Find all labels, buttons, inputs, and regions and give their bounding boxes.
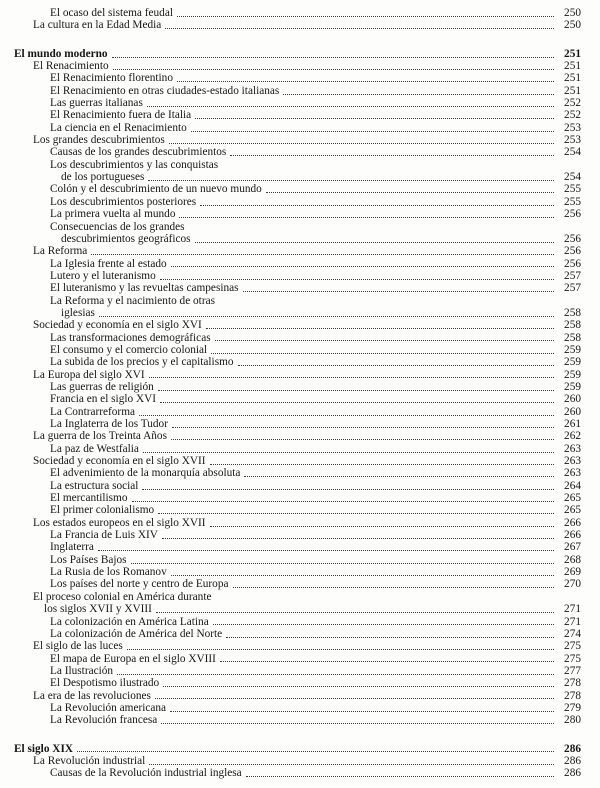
toc-entry	[0, 196, 581, 208]
toc-page-number: 259	[564, 343, 581, 356]
toc-entry	[0, 258, 581, 270]
section-gap	[0, 727, 581, 743]
dot-leader	[149, 377, 554, 378]
toc-entry	[0, 591, 581, 603]
dot-leader	[238, 365, 554, 366]
toc-entry-title: Las guerras italianas	[50, 97, 143, 110]
toc-page-number: 250	[564, 19, 581, 32]
dot-leader	[127, 649, 554, 650]
toc-entry	[0, 455, 581, 467]
toc-entry-title: La Europa del siglo XVI	[33, 368, 145, 381]
toc-page-number: 255	[564, 183, 581, 196]
dot-leader	[171, 266, 554, 267]
toc-entry-title: El primer colonialismo	[50, 504, 155, 517]
dot-leader	[243, 291, 554, 292]
toc-entry	[0, 295, 581, 307]
toc-entry	[0, 406, 581, 418]
toc-entry	[0, 97, 581, 109]
toc-entry	[0, 529, 581, 541]
dot-leader	[211, 353, 554, 354]
dot-leader	[142, 489, 554, 490]
toc-page-number: 275	[564, 652, 581, 665]
toc-entry-title: Sociedad y economía en el siglo XVI	[33, 319, 202, 332]
toc-entry-title: El Renacimiento florentino	[50, 72, 173, 85]
toc-page-number: 286	[564, 754, 581, 767]
toc-entry-title: Inglaterra	[50, 541, 94, 554]
dot-leader	[177, 16, 554, 17]
dot-leader	[171, 575, 554, 576]
dot-leader	[179, 217, 554, 218]
dot-leader	[213, 624, 554, 625]
toc-entry	[0, 616, 581, 628]
dot-leader	[117, 674, 554, 675]
toc-page-number: 250	[564, 7, 581, 19]
toc-page-number: 255	[564, 195, 581, 208]
dot-leader	[98, 550, 554, 551]
toc-entry-title: Sociedad y economía en el siglo XVII	[33, 455, 206, 468]
toc-entry-title: El Renacimiento fuera de Italia	[50, 109, 192, 122]
toc-entry	[0, 653, 581, 665]
dot-leader	[131, 563, 554, 564]
toc-entry-title: La Reforma y el nacimiento de otras	[50, 294, 215, 307]
toc-entry-title: El mercantilismo	[50, 492, 128, 505]
toc-entry-title: Colón y el descubrimiento de un nuevo mundo	[50, 183, 262, 196]
dot-leader	[266, 192, 554, 193]
dot-leader	[91, 254, 554, 255]
toc-entry	[0, 690, 581, 702]
toc-page-number: 256	[564, 232, 581, 245]
toc-entry	[0, 677, 581, 689]
dot-leader	[171, 439, 554, 440]
toc-entry	[0, 517, 581, 529]
dot-leader	[147, 106, 554, 107]
toc-entry-title: Los países del norte y centro de Europa	[50, 578, 229, 591]
toc-page-number: 251	[564, 72, 581, 85]
section-gap	[0, 32, 581, 48]
dot-leader	[158, 513, 554, 514]
toc-entry	[0, 60, 581, 72]
toc-entry	[0, 443, 581, 455]
toc-page-number: 277	[564, 664, 581, 677]
toc-page-number: 270	[564, 578, 581, 591]
toc-entry-title: La paz de Westfalia	[50, 442, 139, 455]
toc-entry	[0, 743, 581, 755]
toc-entry	[0, 418, 581, 430]
toc-page-number: 266	[564, 516, 581, 529]
toc-page-number: 275	[564, 640, 581, 653]
toc-page-number: 253	[564, 121, 581, 134]
toc-entry	[0, 554, 581, 566]
toc-entry	[0, 134, 581, 146]
toc-entry	[0, 332, 581, 344]
toc-entry-title: Los estados europeos en el siglo XVII	[33, 516, 206, 529]
toc-page-number: 267	[564, 541, 581, 554]
dot-leader	[233, 587, 555, 588]
toc-entry-title: El ocaso del sistema feudal	[50, 7, 173, 19]
toc-page-number: 260	[564, 405, 581, 418]
toc-entry-title: El siglo de las luces	[33, 640, 123, 653]
toc-page-number: 263	[564, 467, 581, 480]
toc-entry-title: La colonización en América Latina	[50, 615, 209, 628]
toc-entry	[0, 270, 581, 282]
toc-entry-title: los siglos XVII y XVIII	[44, 603, 152, 616]
toc-entry	[0, 159, 581, 171]
toc-entry-title: iglesias	[61, 306, 95, 319]
toc-entry	[0, 702, 581, 714]
toc-entry	[0, 430, 581, 442]
toc-entry	[0, 665, 581, 677]
toc-entry	[0, 146, 581, 158]
toc-page-number: 252	[564, 97, 581, 110]
toc-entry-title: La estructura social	[50, 479, 139, 492]
dot-leader	[143, 452, 554, 453]
dot-leader	[148, 180, 554, 181]
toc-page-number: 265	[564, 492, 581, 505]
toc-entry	[0, 603, 581, 615]
dot-leader	[215, 340, 554, 341]
toc-entry-title: Las guerras de religión	[50, 380, 154, 393]
toc-page-number: 261	[564, 418, 581, 430]
toc-entry-title: descubrimientos geográficos	[61, 232, 191, 245]
toc-entry-title: La Inglaterra de los Tudor	[50, 418, 168, 430]
toc-page-number: 259	[564, 356, 581, 369]
toc-entry	[0, 208, 581, 220]
toc-entry-title: La subida de los precios y el capitalismo	[50, 356, 234, 369]
dot-leader	[210, 464, 554, 465]
toc-entry	[0, 381, 581, 393]
dot-leader	[220, 661, 554, 662]
toc-entry-title: El advenimiento de la monarquía absoluta	[50, 467, 241, 480]
dot-leader	[230, 155, 554, 156]
dot-leader	[161, 723, 554, 724]
toc-entry	[0, 504, 581, 516]
toc-entry-title: Las transformaciones demográficas	[50, 331, 211, 344]
dot-leader	[226, 637, 554, 638]
toc-entry	[0, 7, 581, 19]
dot-leader	[149, 764, 554, 765]
toc-page-number: 274	[564, 627, 581, 640]
toc-page-number: 266	[564, 529, 581, 542]
toc-page-number: 286	[564, 742, 581, 755]
toc-entry-title: El luteranismo y las revueltas campesinas	[50, 282, 239, 295]
toc-entry	[0, 19, 581, 31]
dot-leader	[200, 205, 554, 206]
dot-leader	[77, 751, 554, 752]
dot-leader	[113, 69, 554, 70]
toc-page-number: 257	[564, 269, 581, 282]
toc-entry	[0, 492, 581, 504]
toc-page-number: 260	[564, 393, 581, 406]
toc-entry	[0, 233, 581, 245]
toc-entry	[0, 640, 581, 652]
toc-page-number: 256	[564, 208, 581, 221]
toc-entry-title: La primera vuelta al mundo	[50, 208, 176, 221]
toc-entry	[0, 755, 581, 767]
dot-leader	[160, 279, 554, 280]
toc-entry-title: Los descubrimientos y las conquistas	[50, 158, 219, 171]
toc-entry-title: La ciencia en el Renacimiento	[50, 121, 187, 134]
toc-page-number: 263	[564, 442, 581, 455]
toc-entry	[0, 85, 581, 97]
toc-page-number: 258	[564, 306, 581, 319]
toc-entry	[0, 356, 581, 368]
dot-leader	[191, 131, 554, 132]
dot-leader	[162, 538, 554, 539]
toc-entry-title: La Revolución americana	[50, 701, 167, 714]
toc-entry	[0, 109, 581, 121]
dot-leader	[163, 686, 554, 687]
dot-leader	[195, 242, 554, 243]
toc-page-number: 257	[564, 282, 581, 295]
toc-page-number: 252	[564, 109, 581, 122]
toc-entry	[0, 282, 581, 294]
toc-entry-title: Causas de los grandes descubrimientos	[50, 146, 227, 159]
toc-entry-title: La Revolución industrial	[33, 754, 146, 767]
toc-entry-title: de los portugueses	[61, 171, 145, 184]
dot-leader	[155, 698, 554, 699]
toc-page-number: 258	[564, 331, 581, 344]
toc-entry	[0, 714, 581, 726]
toc-entry	[0, 307, 581, 319]
dot-leader	[210, 526, 554, 527]
dot-leader	[158, 390, 554, 391]
toc-page-number: 271	[564, 603, 581, 616]
toc-entry-title: La Revolución francesa	[50, 714, 158, 727]
toc-entry-title: El Despotismo ilustrado	[50, 677, 160, 690]
dot-leader	[165, 28, 554, 29]
toc-entry	[0, 467, 581, 479]
toc-entry	[0, 48, 581, 60]
toc-entry-title: Causas de la Revolución industrial inglesa	[50, 767, 242, 780]
toc-page-number: 268	[564, 553, 581, 566]
toc-entry-title: La Francia de Luis XIV	[50, 529, 158, 542]
toc-page-number: 286	[564, 767, 581, 780]
toc-page-number: 251	[564, 47, 581, 60]
toc-entry	[0, 628, 581, 640]
toc-entry	[0, 393, 581, 405]
toc-page-number: 269	[564, 566, 581, 579]
toc-page-number: 271	[564, 615, 581, 628]
toc-entry-title: El mundo moderno	[14, 47, 108, 60]
toc-entry-title: Los grandes descubrimientos	[33, 134, 165, 147]
toc-entry-title: La Ilustración	[50, 664, 114, 677]
toc-page-number: 251	[564, 84, 581, 97]
dot-leader	[206, 328, 554, 329]
dot-leader	[177, 81, 554, 82]
dot-leader	[132, 501, 555, 502]
toc-entry-title: El consumo y el comercio colonial	[50, 343, 208, 356]
toc-page-number: 256	[564, 257, 581, 270]
toc-entry-title: La Iglesia frente al estado	[50, 257, 167, 270]
toc-page-number: 262	[564, 430, 581, 443]
toc-entry	[0, 767, 581, 779]
toc-page-number: 256	[564, 245, 581, 258]
toc-entry	[0, 171, 581, 183]
toc-page-number: 254	[564, 171, 581, 184]
dot-leader	[169, 143, 554, 144]
toc-entry-title: Los Países Bajos	[50, 553, 127, 566]
dot-leader	[99, 316, 554, 317]
toc-entry	[0, 480, 581, 492]
dot-leader	[139, 415, 554, 416]
toc-entry	[0, 369, 581, 381]
dot-leader	[172, 427, 554, 428]
toc-entry	[0, 566, 581, 578]
toc-page-number: 259	[564, 380, 581, 393]
toc-entry	[0, 344, 581, 356]
dot-leader	[246, 776, 554, 777]
toc-page-number: 279	[564, 701, 581, 714]
toc-page-number: 254	[564, 146, 581, 159]
dot-leader	[170, 711, 554, 712]
toc-page-number: 259	[564, 368, 581, 381]
toc-entry	[0, 122, 581, 134]
toc-entry	[0, 183, 581, 195]
toc-page-number: 258	[564, 319, 581, 332]
toc-entry-title: La guerra de los Treinta Años	[33, 430, 167, 443]
dot-leader	[244, 476, 554, 477]
toc-entry-title: La cultura en la Edad Media	[33, 19, 162, 32]
toc-entry-title: El siglo XIX	[14, 742, 74, 755]
dot-leader	[160, 402, 554, 403]
toc-entry-title: El Renacimiento en otras ciudades-estado italianas	[50, 84, 280, 97]
dot-leader	[112, 57, 554, 58]
toc-list	[0, 7, 581, 780]
toc-entry	[0, 221, 581, 233]
dot-leader	[283, 94, 554, 95]
toc-entry-title: La Rusia de los Romanov	[50, 566, 167, 579]
toc-entry-title: La colonización de América del Norte	[50, 627, 223, 640]
toc-entry-title: Los descubrimientos posteriores	[50, 195, 197, 208]
toc-page-number: 263	[564, 455, 581, 468]
dot-leader	[156, 612, 554, 613]
toc-page-number: 278	[564, 677, 581, 690]
toc-entry-title: El proceso colonial en América durante	[33, 590, 212, 603]
toc-page-number: 280	[564, 714, 581, 727]
toc-page-number: 251	[564, 60, 581, 73]
toc-page-number: 264	[564, 479, 581, 492]
toc-entry-title: La Contrarreforma	[50, 405, 135, 418]
toc-page-number: 278	[564, 689, 581, 702]
toc-entry-title: Lutero y el luteranismo	[50, 269, 156, 282]
toc-entry	[0, 541, 581, 553]
toc-entry	[0, 319, 581, 331]
toc-entry-title: Consecuencias de los grandes	[50, 220, 185, 233]
dot-leader	[195, 118, 554, 119]
toc-entry	[0, 245, 581, 257]
toc-entry-title: La era de las revoluciones	[33, 689, 151, 702]
toc-entry	[0, 72, 581, 84]
toc-page-number: 265	[564, 504, 581, 517]
toc-entry-title: La Reforma	[33, 245, 88, 258]
toc-entry-title: El Renacimiento	[33, 60, 109, 73]
toc-entry-title: El mapa de Europa en el siglo XVIII	[50, 652, 216, 665]
toc-page-number: 253	[564, 134, 581, 147]
toc-entry-title: Francia en el siglo XVI	[50, 393, 157, 406]
toc-entry	[0, 578, 581, 590]
